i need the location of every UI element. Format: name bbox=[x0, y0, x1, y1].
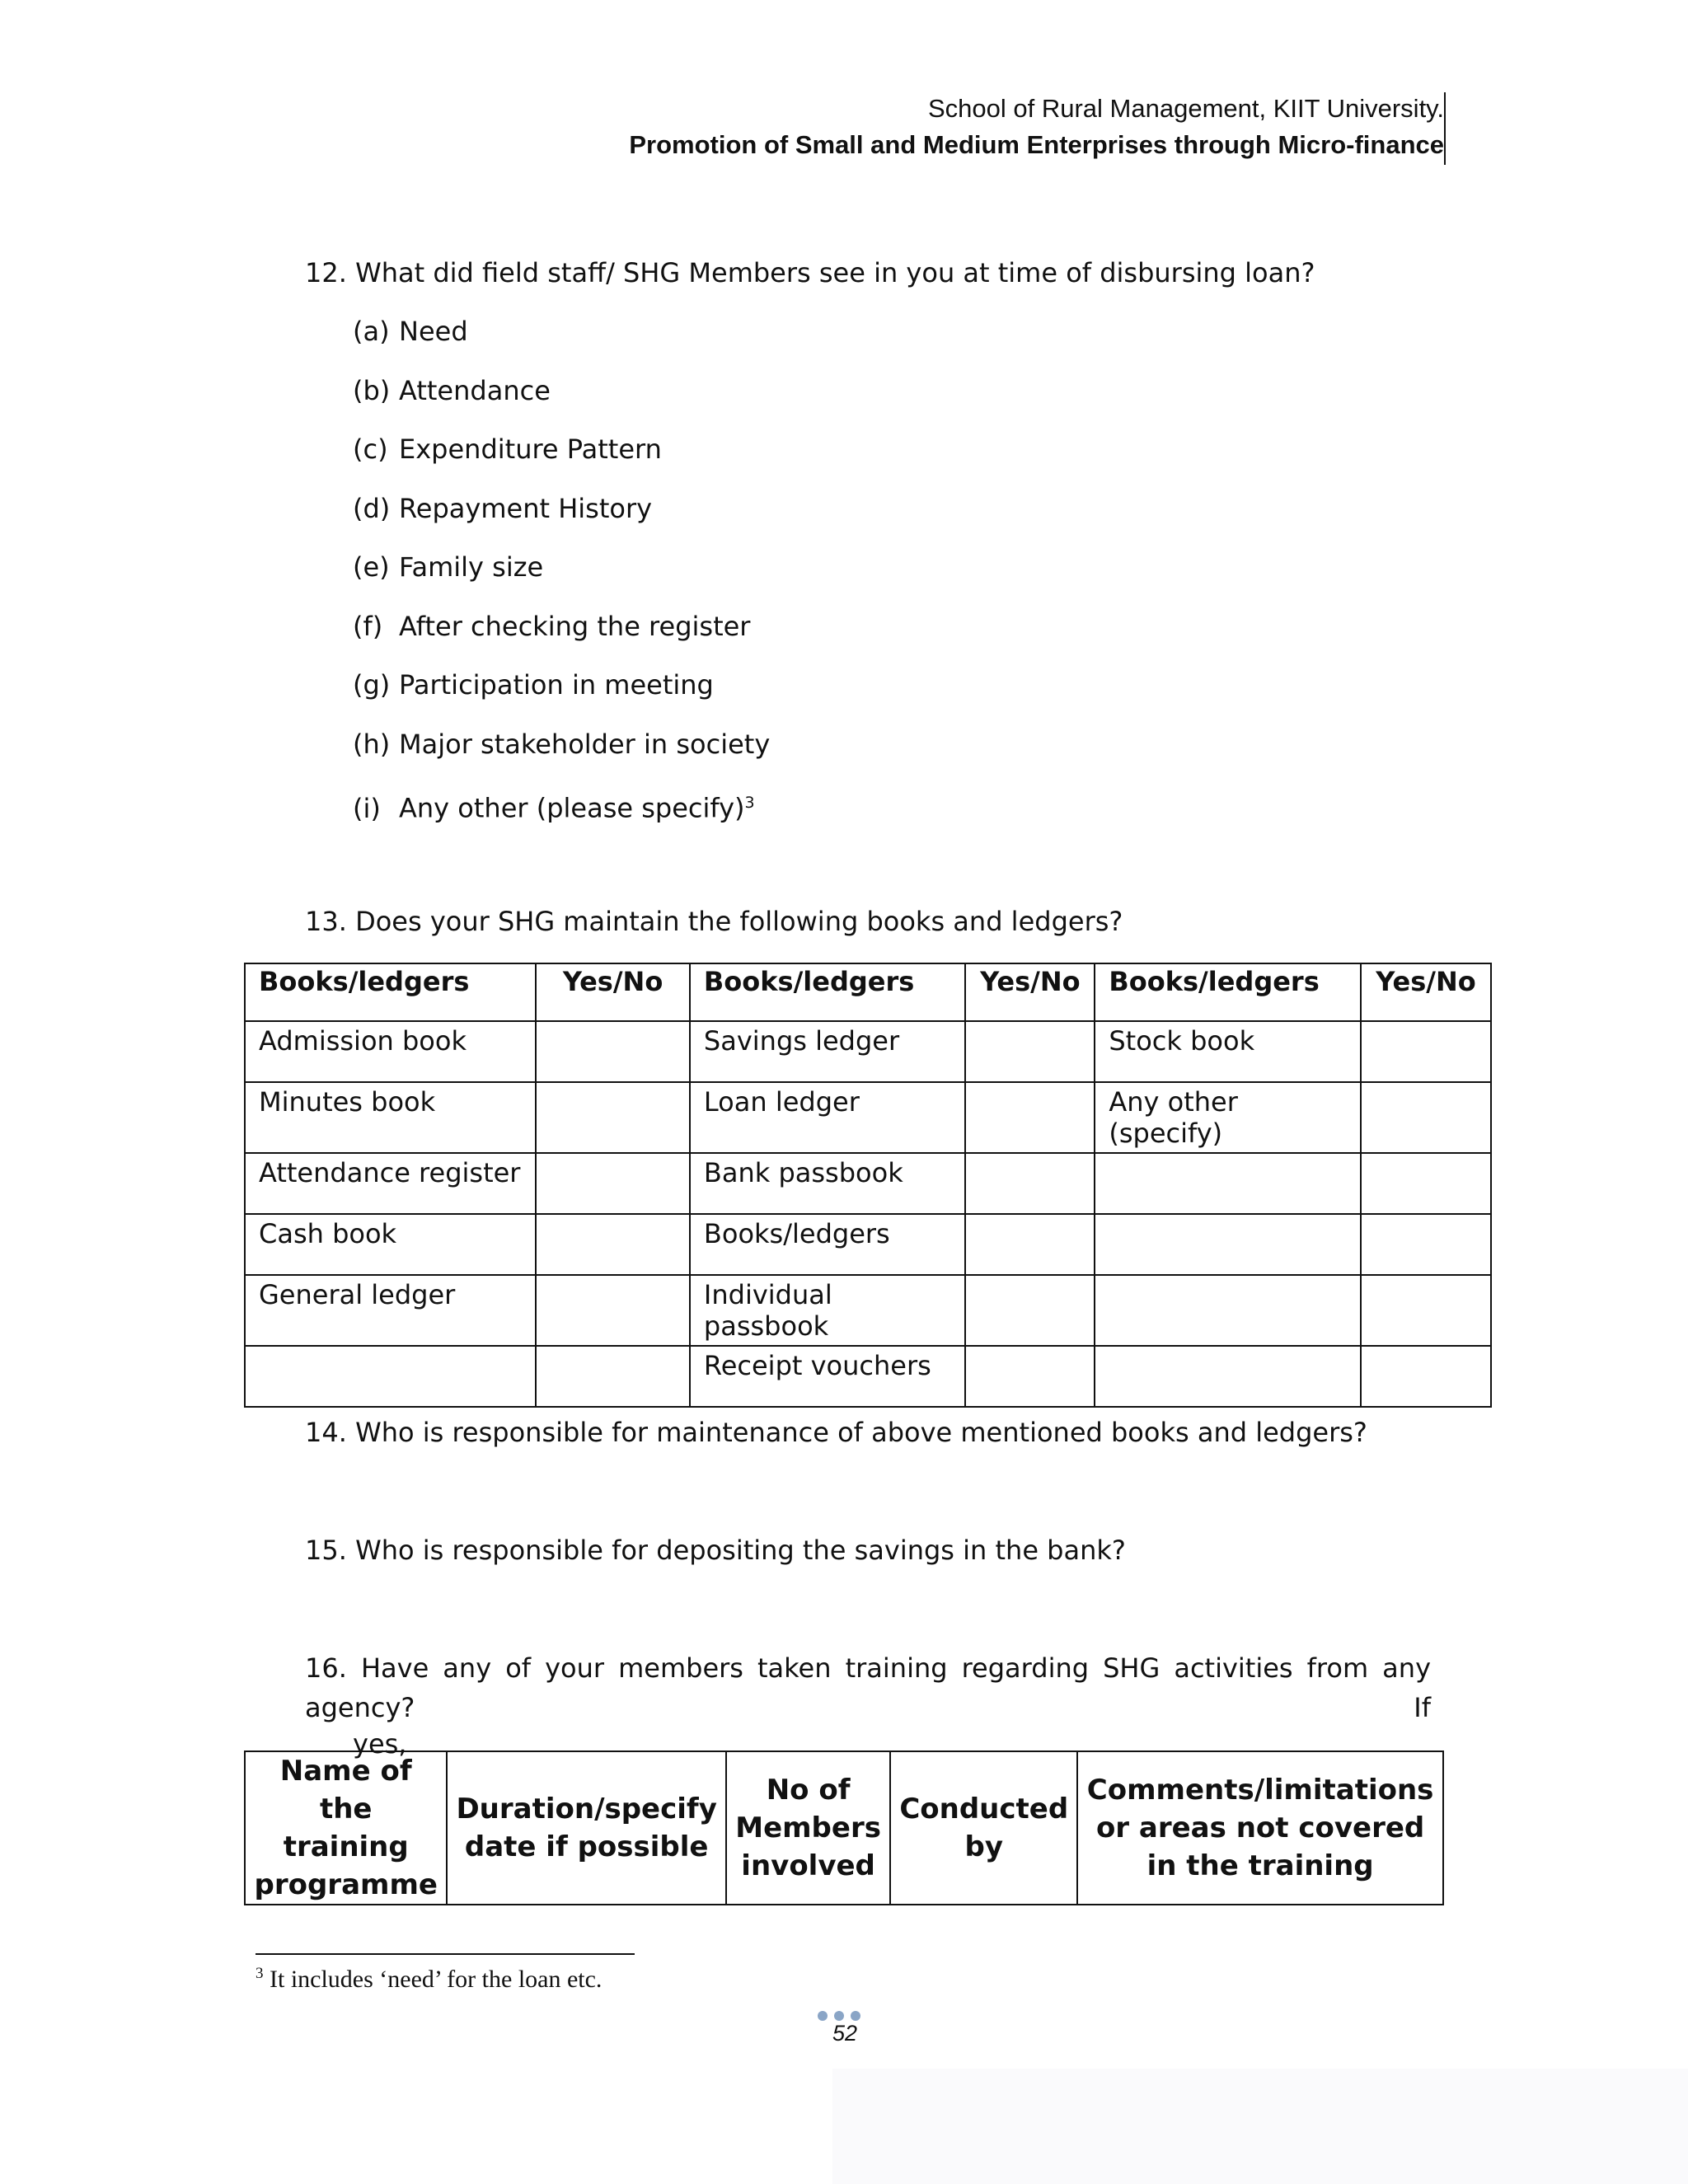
table-cell: Minutes book bbox=[245, 1082, 536, 1153]
table-row bbox=[245, 1082, 1491, 1153]
question-12 bbox=[305, 253, 1315, 293]
header-cell: Yes/No bbox=[965, 963, 1095, 1021]
footnote-marker: 3 bbox=[256, 1965, 264, 1982]
option-label: (h) bbox=[353, 728, 391, 760]
header-cell: Conducted by bbox=[890, 1751, 1077, 1905]
header-cell: Yes/No bbox=[536, 963, 690, 1021]
footnote-ref: 3 bbox=[744, 794, 755, 812]
table-cell bbox=[1361, 1214, 1491, 1275]
question-number: 12. bbox=[305, 257, 347, 288]
table-cell bbox=[1095, 1214, 1361, 1275]
table-cell bbox=[1361, 1082, 1491, 1153]
table-cell bbox=[536, 1214, 690, 1275]
question-12-options bbox=[353, 312, 770, 842]
option-text: Attendance bbox=[399, 374, 551, 406]
option-text: Repayment History bbox=[399, 492, 653, 524]
option-item bbox=[353, 429, 770, 489]
question-text-continued: yes, bbox=[353, 1728, 407, 1760]
question-13 bbox=[305, 902, 1123, 941]
header-institution: School of Rural Management, KIIT University. bbox=[927, 94, 1444, 123]
table-cell bbox=[536, 1275, 690, 1346]
option-label: (i) bbox=[353, 792, 381, 824]
table-cell bbox=[536, 1021, 690, 1082]
table-cell bbox=[1361, 1346, 1491, 1407]
option-item bbox=[353, 665, 770, 724]
table-cell bbox=[965, 1153, 1095, 1214]
table-cell bbox=[965, 1021, 1095, 1082]
training-table bbox=[244, 1750, 1444, 1905]
table-cell bbox=[965, 1346, 1095, 1407]
option-item bbox=[353, 607, 770, 666]
table-cell: Savings ledger bbox=[690, 1021, 965, 1082]
table-cell bbox=[1095, 1346, 1361, 1407]
footnote-text: It includes ‘need’ for the loan etc. bbox=[270, 1966, 603, 1993]
running-header bbox=[629, 91, 1444, 163]
header-cell: Name of the training programme bbox=[245, 1751, 447, 1905]
question-16 bbox=[305, 1648, 1431, 1760]
header-title: Promotion of Small and Medium Enterprises through Micro-finance bbox=[629, 130, 1444, 159]
table-cell bbox=[965, 1214, 1095, 1275]
option-text: Expenditure Pattern bbox=[399, 434, 662, 465]
question-15 bbox=[305, 1530, 1126, 1570]
table-cell bbox=[965, 1275, 1095, 1346]
header-cell: Duration/specify date if possible bbox=[447, 1751, 725, 1905]
option-label: (d) bbox=[353, 492, 391, 524]
table-cell: Loan ledger bbox=[690, 1082, 965, 1153]
table-header-row bbox=[245, 963, 1491, 1021]
page-number: 52 bbox=[832, 2021, 858, 2046]
option-label: (b) bbox=[353, 374, 391, 406]
table-cell bbox=[965, 1082, 1095, 1153]
table-cell: General ledger bbox=[245, 1275, 536, 1346]
table-row bbox=[245, 1275, 1491, 1346]
table-row bbox=[245, 1346, 1491, 1407]
question-number: 16. bbox=[305, 1652, 347, 1684]
option-text: After checking the register bbox=[399, 610, 751, 642]
dot bbox=[818, 2011, 828, 2021]
option-item bbox=[353, 783, 770, 842]
dot bbox=[851, 2011, 860, 2021]
option-label: (c) bbox=[353, 434, 388, 465]
option-item bbox=[353, 724, 770, 784]
question-text: Who is responsible for maintenance of above mentioned books and ledgers? bbox=[355, 1417, 1367, 1448]
table-row bbox=[245, 1021, 1491, 1082]
table-cell bbox=[1361, 1275, 1491, 1346]
table-cell bbox=[1095, 1275, 1361, 1346]
table-cell: Attendance register bbox=[245, 1153, 536, 1214]
table-cell bbox=[1361, 1153, 1491, 1214]
table-cell: Stock book bbox=[1095, 1021, 1361, 1082]
option-label: (f) bbox=[353, 610, 383, 642]
option-item bbox=[353, 489, 770, 548]
header-cell: Books/ledgers bbox=[245, 963, 536, 1021]
option-text: Participation in meeting bbox=[399, 669, 714, 701]
table-cell bbox=[536, 1346, 690, 1407]
option-text: Need bbox=[399, 316, 468, 347]
question-text: What did field staff/ SHG Members see in you at time of disbursing loan? bbox=[355, 257, 1315, 288]
table-cell bbox=[1095, 1153, 1361, 1214]
header-cell: Yes/No bbox=[1361, 963, 1491, 1021]
option-label: (e) bbox=[353, 551, 390, 583]
option-text: Major stakeholder in society bbox=[399, 728, 771, 760]
table-cell bbox=[536, 1153, 690, 1214]
option-item bbox=[353, 547, 770, 607]
books-ledgers-table bbox=[244, 963, 1492, 1408]
option-label: (a) bbox=[353, 316, 390, 347]
question-number: 15. bbox=[305, 1535, 347, 1566]
header-cell: Comments/limitations or areas not covered in the training bbox=[1077, 1751, 1443, 1905]
header-cell: Books/ledgers bbox=[690, 963, 965, 1021]
option-text: Family size bbox=[399, 551, 544, 583]
option-item bbox=[353, 371, 770, 430]
option-item bbox=[353, 312, 770, 371]
table-row bbox=[245, 1214, 1491, 1275]
header-cell: No of Members involved bbox=[726, 1751, 890, 1905]
table-cell: Bank passbook bbox=[690, 1153, 965, 1214]
question-number: 13. bbox=[305, 906, 347, 937]
table-cell bbox=[536, 1082, 690, 1153]
table-cell: Any other (specify) bbox=[1095, 1082, 1361, 1153]
question-text: Does your SHG maintain the following books and ledgers? bbox=[355, 906, 1123, 937]
footnote-separator bbox=[256, 1953, 635, 1955]
page-ornament-dots bbox=[818, 2010, 867, 2022]
option-label: (g) bbox=[353, 669, 391, 701]
option-text: Any other (please specify) bbox=[399, 792, 745, 824]
page-corner-shade bbox=[832, 2069, 1688, 2184]
table-cell: Cash book bbox=[245, 1214, 536, 1275]
header-vertical-rule bbox=[1444, 92, 1446, 165]
question-number: 14. bbox=[305, 1417, 347, 1448]
table-cell: Individual passbook bbox=[690, 1275, 965, 1346]
question-text: Who is responsible for depositing the savings in the bank? bbox=[355, 1535, 1126, 1566]
table-cell: Receipt vouchers bbox=[690, 1346, 965, 1407]
question-text: Have any of your members taken training regarding SHG activities from any agency? If bbox=[305, 1652, 1432, 1723]
table-cell: Books/ledgers bbox=[690, 1214, 965, 1275]
question-14 bbox=[305, 1413, 1367, 1452]
table-row bbox=[245, 1153, 1491, 1214]
dot bbox=[834, 2011, 844, 2021]
header-cell: Books/ledgers bbox=[1095, 963, 1361, 1021]
table-cell bbox=[1361, 1021, 1491, 1082]
table-cell bbox=[245, 1346, 536, 1407]
footnote bbox=[256, 1965, 602, 1994]
table-cell: Admission book bbox=[245, 1021, 536, 1082]
table-header-row bbox=[245, 1751, 1443, 1905]
